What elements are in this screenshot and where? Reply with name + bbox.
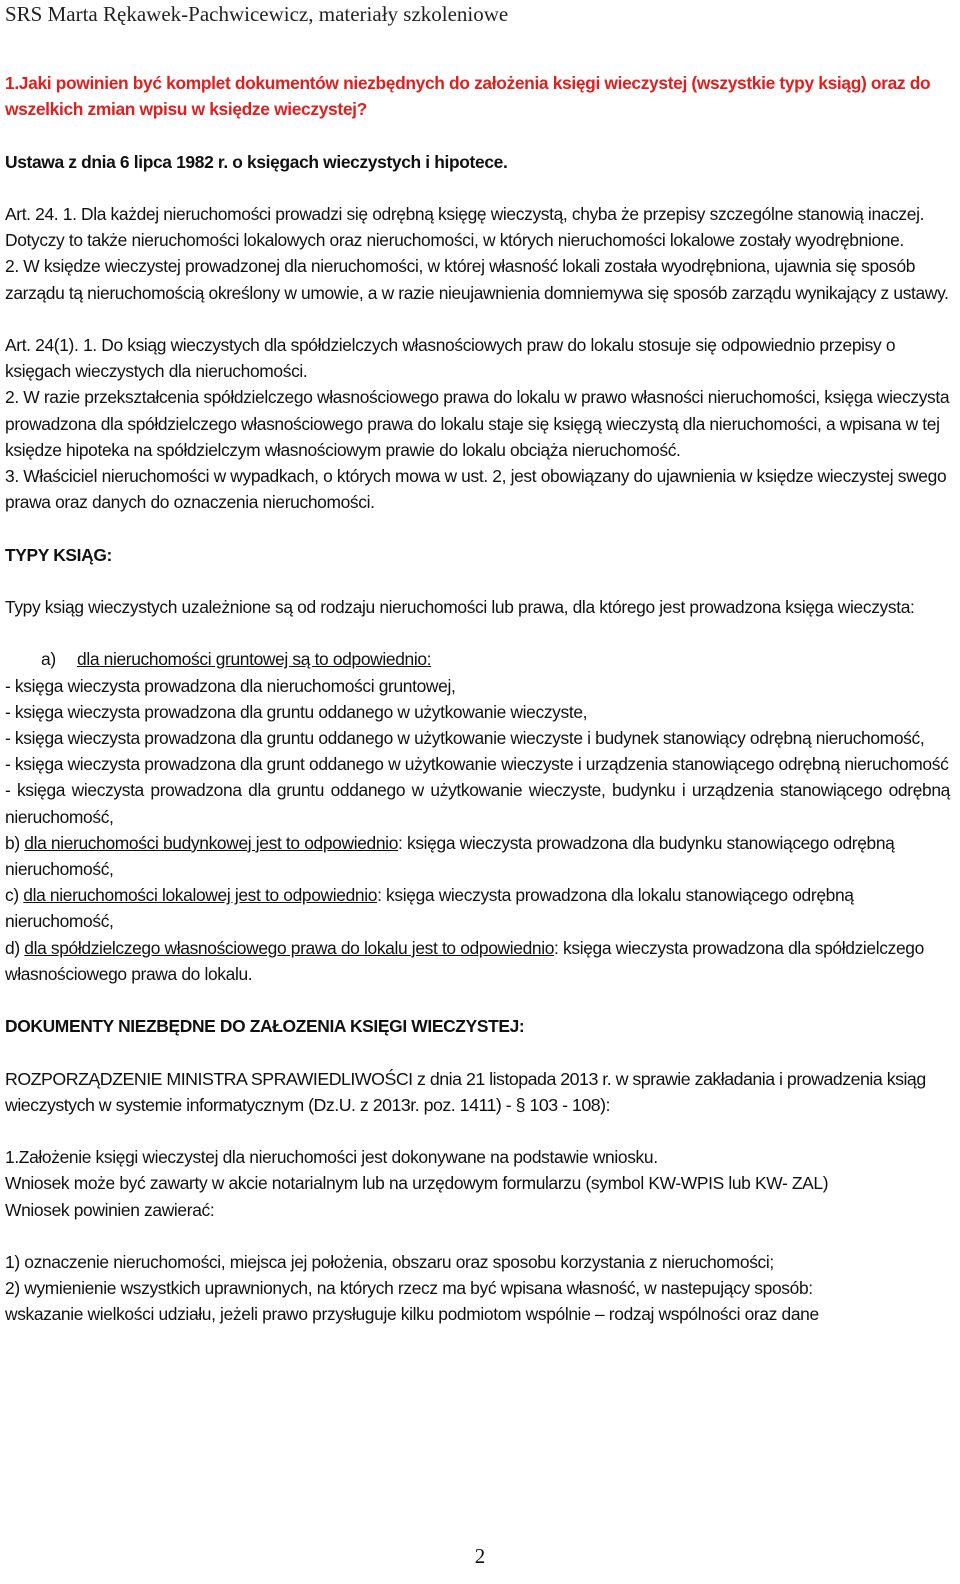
types-heading: TYPY KSIĄG:	[5, 544, 112, 565]
docs-line: 1.Założenie księgi wieczystej dla nieruchomości jest dokonywane na podstawie wniosku.	[5, 1147, 658, 1168]
type-a-title	[5, 646, 950, 672]
type-c-text: : księga wieczysta prowadzona dla lokalu stanowiącego odrębną nieruchomość,	[5, 885, 854, 932]
type-c-title: dla nieruchomości lokalowej jest to odpowiednio	[23, 885, 378, 906]
act-title: Ustawa z dnia 6 lipca 1982 r. o księgach wieczystych i hipotece.	[5, 151, 508, 172]
type-a-item: - księga wieczysta prowadzona dla gruntu oddanego w użytkowanie wieczyste,	[5, 701, 588, 722]
types-intro: Typy ksiąg wieczystych uzależnione są od rodzaju nieruchomości lub prawa, dla którego jest prowadzona księga wieczysta:	[5, 596, 915, 617]
type-c	[5, 882, 950, 934]
type-a-title-text: dla nieruchomości gruntowej są to odpowiednio:	[77, 649, 432, 670]
docs-item: wskazanie wielkości udziału, jeżeli prawo przysługuje kilku podmiotom wspólnie – rodzaj wspólności oraz dane	[5, 1304, 819, 1325]
regulation-citation: ROZPORZĄDZENIE MINISTRA SPRAWIEDLIWOŚCI z dnia 21 listopada 2013 r. w sprawie zakładania i prowadzenia ksiąg wieczystych w systemie informatycznym (Dz.U. z 2013r. poz. 1411) - § 103 - 108):	[5, 1068, 926, 1115]
docs-item: 2) wymienienie wszystkich uprawnionych, na których rzecz ma być wpisana własność, w nastepujący sposób:	[5, 1278, 813, 1299]
art24-para2: 2. W księdze wieczystej prowadzonej dla nieruchomości, w której własność lokali została wyodrębniona, ujawnia się sposób zarządu tą nieruchomością określony w umowie, a w razie nieujawnienia domniemywa się sposób zarządu wynikający z ustawy.	[5, 256, 949, 303]
type-b	[5, 830, 950, 882]
docs-line: Wniosek może być zawarty w akcie notarialnym lub na urzędowym formularzu (symbol KW-WPIS lub KW- ZAL)	[5, 1173, 829, 1194]
type-a-label: a)	[41, 649, 56, 670]
type-c-label: c)	[5, 885, 24, 906]
art24-para1: Art. 24. 1. Dla każdej nieruchomości prowadzi się odrębną księgę wieczystą, chyba że przepisy szczególne stanowią inaczej. Dotyczy to także nieruchomości lokalowych oraz nieruchomości, w których nieruchomości lokalowe zostały wyodrębnione.	[5, 203, 925, 251]
docs-item: 1) oznaczenie nieruchomości, miejsca jej położenia, obszaru oraz sposobu korzystania z nieruchomości;	[5, 1251, 774, 1272]
type-d-title: dla spółdzielczego własnościowego prawa do lokalu jest to odpowiednio	[24, 937, 555, 958]
art241-para3: 3. Właściciel nieruchomości w wypadkach, o których mowa w ust. 2, jest obowiązany do ujawnienia w księdze wieczystej swego prawa oraz danych do oznaczenia nieruchomości.	[5, 466, 947, 513]
type-a-item: - księga wieczysta prowadzona dla nieruchomości gruntowej,	[5, 675, 456, 696]
type-b-text: : księga wieczysta prowadzona dla budynku stanowiącego odrębną nieruchomość,	[5, 832, 895, 879]
type-b-title: dla nieruchomości budynkowej jest to odpowiednio	[24, 832, 399, 853]
type-d	[5, 935, 950, 987]
document-body	[5, 70, 950, 1328]
type-a-item: - księga wieczysta prowadzona dla gruntu oddanego w użytkowanie wieczyste, budynku i urządzenia stanowiącego odrębną nieruchomość,	[5, 780, 950, 827]
docs-line: Wniosek powinien zawierać:	[5, 1199, 215, 1220]
art241-para2: 2. W razie przekształcenia spółdzielczego własnościowego prawa do lokalu w prawo własności nieruchomości, księga wieczysta prowadzona dla spółdzielczego własnościowego prawa do lokalu staje się księgą wieczystą dla nieruchomości, a wpisana w tej księdze hipoteka na spółdzielczym własnościowym prawie do lokalu obciąża nieruchomość.	[5, 387, 950, 460]
type-a-item: - księga wieczysta prowadzona dla grunt oddanego w użytkowanie wieczyste i urządzenia stanowiącego odrębną nieruchomość	[5, 754, 949, 775]
docs-heading: DOKUMENTY NIEZBĘDNE DO ZAŁOZENIA KSIĘGI WIECZYSTEJ:	[5, 1016, 525, 1037]
type-d-label: d)	[5, 937, 25, 958]
document-header: SRS Marta Rękawek-Pachwicewicz, materiały szkoleniowe	[5, 2, 509, 26]
question-heading: 1.Jaki powinien być komplet dokumentów niezbędnych do założenia księgi wieczystej (wszystkie typy ksiąg) oraz do wszelkich zmian wpisu w księdze wieczystej?	[5, 73, 931, 120]
type-a-item: - księga wieczysta prowadzona dla gruntu oddanego w użytkowanie wieczyste i budynek stanowiący odrębną nieruchomość,	[5, 727, 925, 748]
type-b-label: b)	[5, 832, 25, 853]
page-number: 2	[474, 1544, 486, 1568]
art241-para1: Art. 24(1). 1. Do ksiąg wieczystych dla spółdzielczych własnościowych praw do lokalu stosuje się odpowiednio przepisy o księgach wieczystych dla nieruchomości.	[5, 334, 896, 382]
type-d-text: : księga wieczysta prowadzona dla spółdzielczego własnościowego prawa do lokalu.	[5, 937, 924, 984]
